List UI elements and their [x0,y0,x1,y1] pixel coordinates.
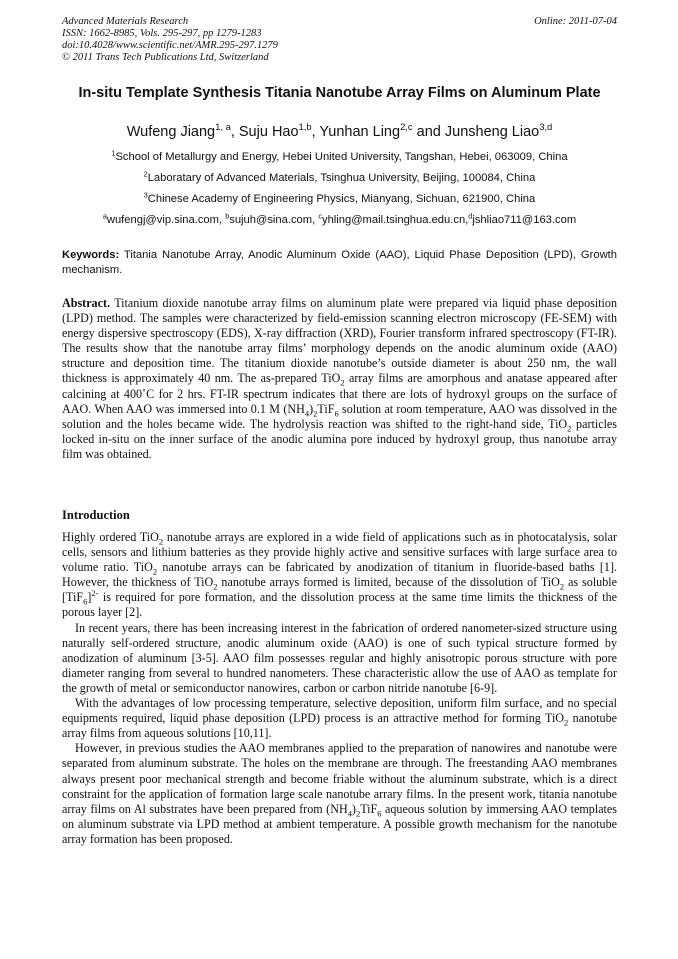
subscript: 6 [334,408,339,419]
intro-text: However, in previous studies the AAO membranes applied to the preparation of nanowires and nanotube were separated from aluminum substrate. The holes on the membrane are through. The freestanding AAO membranes always present poor mechanical strength and become friable without the aluminum substrate, which is a direct constraint for the application of formation large scale nanotube arrary films. In the present work, titania nanotube array films on Al substrates have been prepared from (NH [62,741,617,816]
intro-paragraph-2: In recent years, there has been increasing interest in the fabrication of ordered nanometer-sized structure using naturally self-ordered structure, anodic aluminum oxide (AAO) is one of such typical structure formed by anodization of aluminum [3-5]. AAO film possesses regular and highly anisotropic porous structure with pore diameter ranging from several to hundred nanometers. These characteristic allow the use of AAO as template for the growth of metal or semiconductor nanowires, carbon or carbon nitride nanotube [6-9]. [62,620,617,695]
intro-text: nanotube arrays formed is limited, because of the dissolution of TiO [217,575,560,590]
email-text: yhling@mail.tsinghua.edu.cn, [321,214,469,226]
copyright-line: © 2011 Trans Tech Publications Ltd, Switzerland [62,52,269,63]
email-sup: b [225,211,230,221]
subscript: 2 [158,536,164,547]
author-sup: 2,c [400,121,413,133]
abstract-text: TiF [317,401,335,416]
email-sup: c [318,211,322,221]
affiliation-sup: 1 [111,148,116,158]
keywords-text: Titania Nanotube Array, Anodic Aluminum Oxide (AAO), Liquid Phase Deposition (LPD), Growth mechanism. [62,249,617,276]
keywords-block [62,248,617,277]
affiliation-text: School of Metallurgy and Energy, Hebei United University, Tangshan, Hebei, 063009, China [115,151,568,163]
subscript: 4 [347,808,352,819]
subscript: 4 [304,408,310,419]
intro-text: With the advantages of low processing temperature, selective deposition, uniform film surface, and no special equipments required, liquid phase deposition (LPD) process is an attractive method for forming TiO [62,696,617,726]
superscript: 2- [91,588,99,599]
intro-paragraph-4 [62,741,617,847]
affiliation-sup: 2 [143,169,148,179]
subscript: 2 [152,566,158,577]
abstract-text: ) [309,401,314,416]
intro-text: aqueous solution by immersing AAO templates on aluminum substrate via LPD method at ambient temperature. A possible growth mechanism for the nanotube array formation has been proposed. [62,801,617,846]
intro-text: Highly ordered TiO [62,530,159,544]
abstract-text: Titanium dioxide nanotube array films on aluminum plate were prepared via liquid phase deposition (LPD) method. The samples were characterized by field-emission scanning electron microscopy (FE-SEM) with energy dispersive spectroscopy (EDS), X-ray diffraction (XRD), Fourier transform infrared spectroscopy (FT-IR). The results show that the nanotube array films’ morphology depends on the anodic aluminum oxide (AAO) structure and deposition time. The titanium dioxide nanotube’s outside diameter is about 250 nm, the wall thickness is approximately 40 nm. The as-prepared TiO [62,296,617,386]
intro-text: is required for pore formation, and the dissolution process at the same time limits the thickness of the porous layer [2]. [62,590,617,620]
intro-text: ] [87,590,92,605]
email-text: sujuh@sina.com, [229,214,319,226]
doi-line: doi:10.4028/www.scientific.net/AMR.295-297.1279 [62,40,278,51]
intro-paragraph-3 [62,696,617,741]
abstract-paragraph [62,296,617,462]
author-list: Wufeng Jiang$^{1, a}$, Suju Hao$^{1,b}$, Yunhan Ling$^{2,c}$ and Junsheng Liao$^{3,d}$ [126,121,553,140]
email-line [62,213,617,227]
subscript: 2 [567,423,572,434]
intro-text: as soluble [TiF [62,575,617,605]
author-name: Suju Hao [238,124,299,140]
journal-name: Advanced Materials Research [62,16,189,27]
keywords-label: Keywords: [62,249,120,261]
intro-text: nanotube arrays are explored in a wide field of applications such as in photocatalysis, solar cells, sensors and lithium batteries as they provide highly active and sensitive surfaces with large surface area to volume ratio. TiO [62,530,617,575]
introduction-body [62,530,617,847]
author-name: Wufeng Jiang [126,124,216,140]
subscript: 2 [340,377,345,388]
introduction-heading: Introduction [62,508,130,522]
subscript: 2 [355,808,361,819]
intro-text: ) [351,801,356,816]
affiliation-sup: 3 [143,190,148,200]
affiliation-3 [62,192,617,206]
affiliation-text: Chinese Academy of Engineering Physics, Mianyang, Sichuan, 621900, China [147,193,536,205]
abstract-block [62,296,617,462]
email-text: jshliao711@163.com [472,214,577,226]
email-text: wufengj@vip.sina.com, [106,214,226,226]
intro-text: TiF [360,801,378,816]
subscript: 2 [313,408,318,419]
affiliation-1 [62,150,617,164]
author-sup: 1,b [298,121,312,133]
author-name: Yunhan Ling [319,124,401,140]
abstract-text: array films are amorphous and anatase appeared after calcining at 400˚C for 2 hrs. FT-IR spectrum indicates that there are lots of hydroxyl groups on the surface of AAO. When AAO was immersed into 0.1 M (NH [62,371,617,416]
author-sup: 1, a [215,121,231,133]
abstract-text: particles locked in-situ on the inner surface of the anodic alumina pore induced by hydroxyl group, thus nanotube array film was obtained. [62,416,617,461]
subscript: 2 [213,581,218,592]
subscript: 6 [83,596,88,607]
journal-header [62,16,617,64]
abstract-label: Abstract. [62,296,111,310]
affiliation-2 [62,171,617,185]
subscript: 2 [564,717,569,728]
intro-text: nanotube array films from aqueous solutions [10,11]. [62,711,617,741]
online-date: Online: 2011-07-04 [534,16,617,27]
affiliation-text: Laboratary of Advanced Materials, Tsinghua University, Beijing, 100084, China [147,172,536,184]
intro-text: nanotube arrays can be fabricated by anodization of titanium in fluoride-based baths [1]. However, the thickness of TiO [62,560,617,590]
subscript: 6 [377,808,382,819]
email-sup: d [468,211,473,221]
paper-title: In-situ Template Synthesis Titania Nanotube Array Films on Aluminum Plate [78,85,601,101]
email-sup: a [102,211,107,221]
author-sup: 3,d [539,121,553,133]
author-name: Junsheng Liao [444,124,540,140]
subscript: 2 [559,581,565,592]
intro-paragraph-1 [62,530,617,621]
issn-line: ISSN: 1662-8985, Vols. 295-297, pp 1279-1283 [62,28,262,39]
abstract-text: solution at room temperature, AAO was dissolved in the solution and the holes became wide. The hydrolysis reaction was shifted to the right-hand side, TiO [62,401,618,431]
